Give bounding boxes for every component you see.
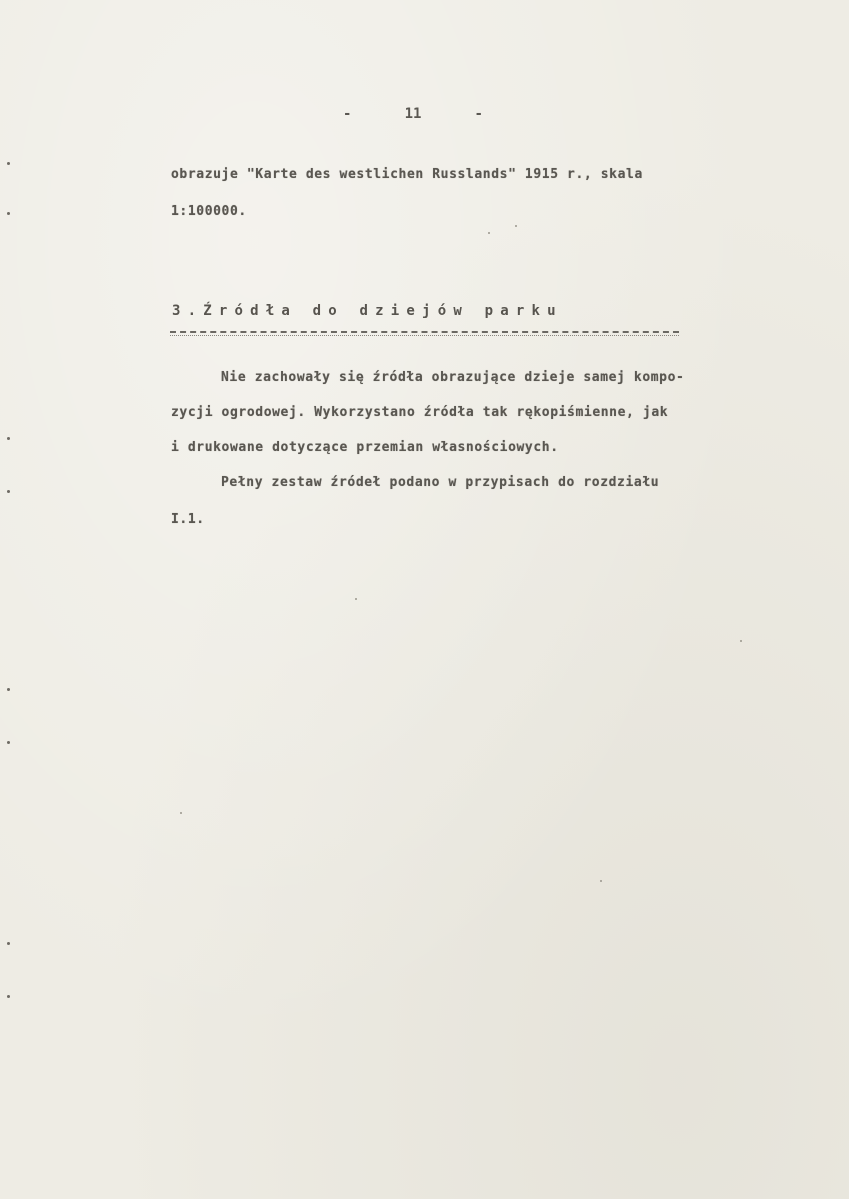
paragraph-line-1: Nie zachowały się źródła obrazujące dzieje samej kompo-: [221, 370, 685, 385]
paper-speck: [600, 880, 602, 882]
margin-punch-dot: [7, 688, 10, 691]
margin-punch-dot: [7, 212, 10, 215]
paragraph-line-4: Pełny zestaw źródeł podano w przypisach do rozdziału: [221, 475, 660, 490]
paper-speck: [515, 225, 517, 227]
intro-line-2: 1:100000.: [171, 204, 247, 219]
margin-punch-dot: [7, 995, 10, 998]
heading-underline-secondary: [170, 335, 679, 336]
paper-speck: [740, 640, 742, 642]
paragraph-line-2: zycji ogrodowej. Wykorzystano źródła tak rękopiśmienne, jak: [171, 405, 669, 420]
page-number: 11: [404, 106, 422, 122]
margin-punch-dot: [7, 942, 10, 945]
margin-punch-dot: [7, 490, 10, 493]
heading-underline: [170, 331, 679, 333]
page-number-dash-left: -: [343, 106, 352, 122]
margin-punch-dot: [7, 437, 10, 440]
paragraph-line-3: i drukowane dotyczące przemian własnościowych.: [171, 440, 559, 455]
paragraph-line-5: I.1.: [171, 512, 205, 527]
section-heading: 3.Źródła do dziejów parku: [172, 303, 563, 319]
margin-punch-dot: [7, 162, 10, 165]
paper-speck: [488, 232, 490, 234]
margin-punch-dot: [7, 741, 10, 744]
paper-speck: [355, 598, 357, 600]
page-number-dash-right: -: [474, 106, 483, 122]
intro-line-1: obrazuje "Karte des westlichen Russlands" 1915 r., skala: [171, 167, 643, 182]
paper-speck: [180, 812, 182, 814]
page-number-header: [343, 106, 483, 122]
